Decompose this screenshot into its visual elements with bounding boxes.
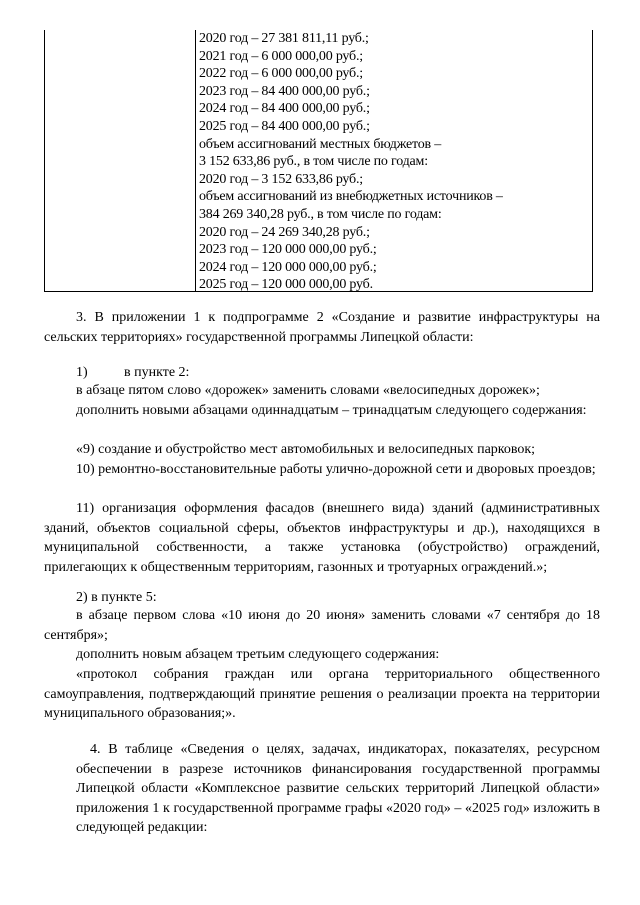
paragraph-dates: в абзаце первом слова «10 июня до 20 июня» заменить словами «7 сентября до 18 сентября»; <box>44 608 600 643</box>
funding-line: 384 269 340,28 руб., в том числе по годам: <box>199 206 442 222</box>
section-3-intro: 3. В приложении 1 к подпрограмме 2 «Создание и развитие инфраструктуры на сельских территориях» государственной программы Липецкой области: <box>44 310 600 345</box>
funding-line: 2024 год – 120 000 000,00 руб.; <box>199 259 377 275</box>
paragraph-item-9: «9) создание и обустройство мест автомобильных и велосипедных парковок; <box>76 442 536 457</box>
funding-line: объем ассигнований местных бюджетов – <box>199 136 442 152</box>
paragraph-protocol: «протокол собрания граждан или органа территориального общественного самоуправления, подтверждающий принятие решения о реализации проекта на территории муниципального образования;». <box>44 667 600 722</box>
funding-line: 2025 год – 84 400 000,00 руб.; <box>199 118 370 134</box>
paragraph-item-10: 10) ремонтно-восстановительные работы улично-дорожной сети и дворовых проездов; <box>76 462 596 477</box>
paragraph-add-third: дополнить новым абзацем третьим следующего содержания: <box>76 647 440 662</box>
funding-line: 2025 год – 120 000 000,00 руб. <box>199 277 373 293</box>
funding-line: 2022 год – 6 000 000,00 руб.; <box>199 66 363 82</box>
funding-line: 2020 год – 24 269 340,28 руб.; <box>199 224 370 240</box>
funding-line: 2021 год – 6 000 000,00 руб.; <box>199 48 363 64</box>
item-1-label: в пункте 2: <box>124 365 190 380</box>
funding-line: 3 152 633,86 руб., в том числе по годам: <box>199 154 428 170</box>
item-2-label: 2) в пункте 5: <box>76 590 157 605</box>
funding-line: объем ассигнований из внебюджетных источников – <box>199 189 503 205</box>
table-cell-funding <box>199 30 590 294</box>
funding-line: 2024 год – 84 400 000,00 руб.; <box>199 101 370 117</box>
paragraph-add-11-13: дополнить новыми абзацами одиннадцатым – тринадцатым следующего содержания: <box>76 403 587 418</box>
paragraph-dorozhek: в абзаце пятом слово «дорожек» заменить словами «велосипедных дорожек»; <box>76 383 540 398</box>
paragraph-item-11: 11) организация оформления фасадов (внешнего вида) зданий (административных зданий, объектов социальной сферы, объектов инфраструктуры и др.), находящихся в муниципальной собственности, а также установка (обустройство) ограждений, прилегающих к общественным территориям, газонных и тротуарных ограждений.»; <box>44 501 600 575</box>
funding-line: 2023 год – 120 000 000,00 руб.; <box>199 242 377 258</box>
section-4-text: 4. В таблице «Сведения о целях, задачах, индикаторах, показателях, ресурсном обеспечении в разрезе источников финансирования государственной программы Липецкой области «Комплексное развитие сельских территорий Липецкой области» приложения 1 к государственной программе графы «2020 год» – «2025 год» изложить в следующей редакции: <box>76 742 600 836</box>
funding-line: 2020 год – 27 381 811,11 руб.; <box>199 31 369 46</box>
funding-line: 2020 год – 3 152 633,86 руб.; <box>199 171 363 187</box>
table-column-divider <box>195 30 196 291</box>
item-1-number: 1) <box>76 365 88 380</box>
budget-table-fragment <box>44 30 593 292</box>
funding-line: 2023 год – 84 400 000,00 руб.; <box>199 83 370 99</box>
